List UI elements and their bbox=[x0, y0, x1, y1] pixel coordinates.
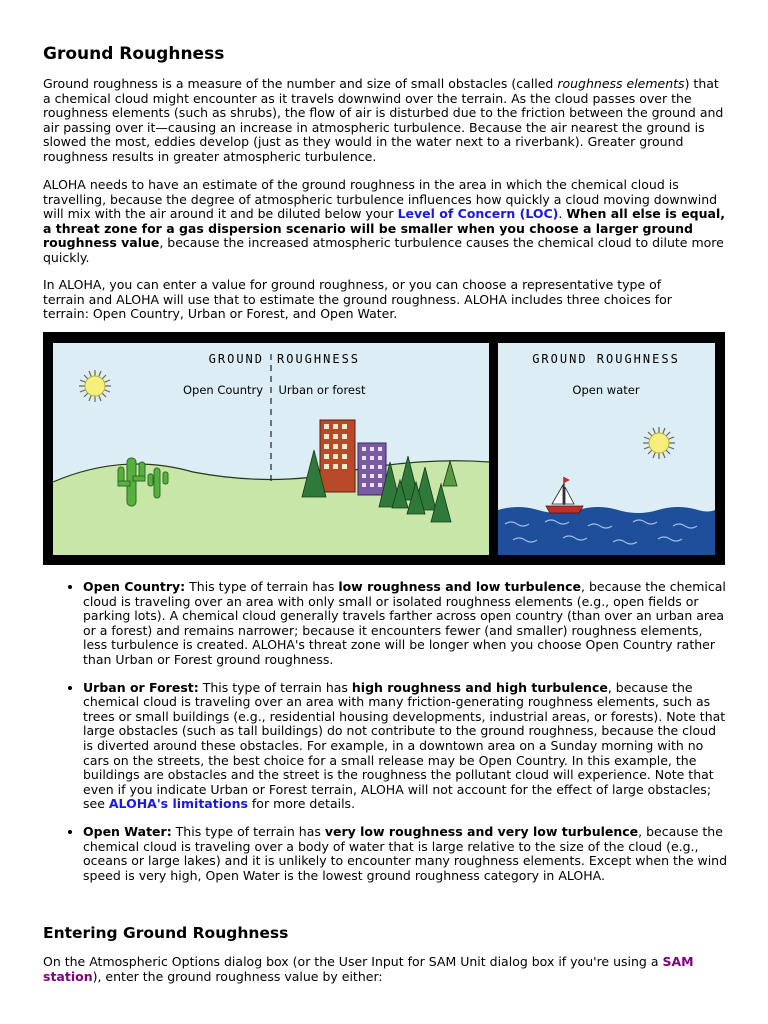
aloha-limitations-link[interactable]: ALOHA's limitations bbox=[108, 796, 248, 812]
text-span: ALOHA needs to have an estimate of the ground roughness in the area in which the chemical cloud is travelling, because the degree of atmospheric turbulence influences how quickly a cloud moving downwind will mix with the air around it and be diluted below your bbox=[43, 177, 718, 222]
ground-roughness-illustration bbox=[43, 332, 725, 565]
intro-paragraph-3: In ALOHA, you can enter a value for ground roughness, or you can choose a representative type of terrain and ALOHA will use that to estimate the ground roughness. ALOHA includes three choices for terrain: Open Country, Urban or Forest, and Open Water. bbox=[43, 277, 672, 322]
intro-paragraph-1 bbox=[43, 77, 728, 165]
fig-label-open-country: Open Country bbox=[182, 383, 264, 397]
fig-label-open-water: Open water bbox=[572, 383, 640, 397]
bold-phrase: low roughness and low turbulence bbox=[338, 579, 582, 594]
loc-link[interactable]: Level of Concern (LOC) bbox=[397, 206, 559, 222]
list-item-open-country bbox=[83, 580, 728, 668]
section2-paragraph bbox=[43, 955, 728, 984]
list-item-urban-forest bbox=[83, 681, 728, 812]
text-span: This type of terrain has bbox=[171, 823, 325, 839]
bold-phrase: very low roughness and very low turbulence bbox=[324, 823, 639, 839]
page-title: Ground Roughness bbox=[43, 44, 225, 64]
text-span: On the Atmospheric Options dialog box (or the User Input for SAM Unit dialog box if you're using a bbox=[43, 954, 663, 969]
text-span: ) that a chemical cloud might encounter as it travels downwind over the terrain. As the cloud passes over the roughness elements (such as shrubs), the flow of air is disturbed due to the friction between the ground and air passing over it—causing an increase in atmospheric turbulence. Because the air nearest the ground is slowed the most, eddies develop (just as they would in the water next to a riverbank). Greater ground roughness results in greater atmospheric turbulence. bbox=[43, 76, 724, 164]
text-span: , because the chemical cloud is traveling over an area with only small or isolated roughness elements (e.g., open fields or parking lots). A chemical cloud generally travels farther across open country (than over an urban area or a forest) and remains narrower; because it encounters fewer (and smaller) roughness elements, less turbulence is created. ALOHA's threat zone will be longer when you choose Open Country rather than Urban or Forest ground roughness. bbox=[83, 579, 726, 667]
text-span: This type of terrain has bbox=[198, 679, 352, 695]
term-urban-forest: Urban or Forest: bbox=[83, 679, 199, 695]
text-span: for more details. bbox=[247, 796, 356, 812]
text-span: , because the chemical cloud is traveling over a body of water that is large relative to the size of the cloud (e.g., oceans or large lakes) and it is unlikely to encounter many roughness elements. Except when the wind speed is very high, Open Water is the lowest ground roughness category in ALOHA. bbox=[83, 823, 728, 883]
right-panel bbox=[498, 343, 715, 555]
text-span: Ground roughness is a measure of the number and size of small obstacles (called bbox=[43, 76, 558, 91]
fig-title-ground: GROUND bbox=[208, 352, 264, 366]
bold-statement: When all else is equal, a threat zone for a gas dispersion scenario will be smaller when you choose a larger ground roughness value bbox=[43, 206, 725, 251]
emphasis-roughness-elements: roughness elements bbox=[557, 76, 685, 91]
list-item-open-water bbox=[83, 825, 728, 883]
text-span: . bbox=[558, 206, 567, 222]
fig-label-urban-forest: Urban or forest bbox=[278, 383, 366, 397]
text-span: , because the chemical cloud is traveling over an area with many friction-generating roughness elements, such as trees or small buildings (e.g., residential housing developments, industrial areas, or forests). Note that large obstacles (such as tall buildings) do not contribute to the ground roughness, because the cloud is diverted around these obstacles. For example, in a downtown area on a Sunday morning with no cars on the streets, the best choice for a small release may be Open Country. In this example, the buildings are obstacles and the street is the roughness the pollutant cloud will experience. Note that even if you indicate Urban or Forest terrain, ALOHA will not account for the effect of large obstacles; see bbox=[83, 679, 726, 812]
section-title-entering: Entering Ground Roughness bbox=[43, 924, 289, 942]
fig-title-right: GROUND ROUGHNESS bbox=[532, 352, 680, 366]
left-panel bbox=[53, 343, 489, 555]
bold-phrase: high roughness and high turbulence bbox=[351, 679, 608, 695]
text-span: , because the increased atmospheric turbulence causes the chemical cloud to dilute more quickly. bbox=[43, 235, 724, 265]
sam-station-link[interactable]: SAM station bbox=[43, 954, 694, 984]
term-open-water: Open Water: bbox=[83, 823, 172, 839]
fig-title-roughness: ROUGHNESS bbox=[277, 352, 361, 366]
text-span: ), enter the ground roughness value by either: bbox=[92, 968, 383, 984]
text-span: This type of terrain has bbox=[185, 579, 339, 594]
term-open-country: Open Country: bbox=[83, 579, 186, 594]
intro-paragraph-2 bbox=[43, 178, 728, 266]
terrain-list bbox=[43, 580, 728, 896]
